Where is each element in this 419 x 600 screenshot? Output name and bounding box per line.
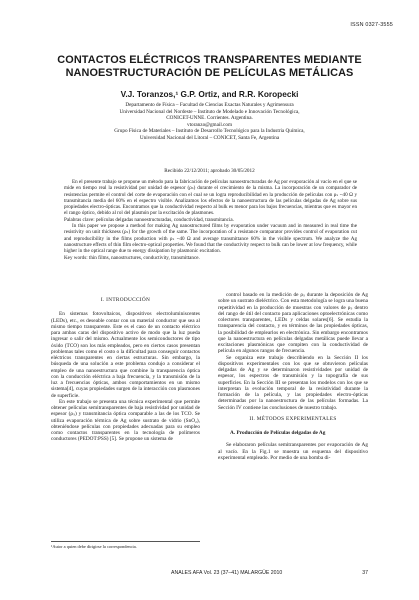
- authors: V.J. Toranzos,¹ G.P. Ortiz, and R.R. Koropecki: [120, 89, 299, 99]
- journal-citation: ANALES AFA Vol. 23 (37–41) MALARGÜE 2010: [171, 570, 283, 576]
- paragraph: control basado en la medición de ρₛ durante la deposición de Ag sobre un sustrato dieléctrico. Con esta metodología se logra una buena repetitividad en la producción de muestras con valores de ρₛ dentro del rango de útil del contacto para aplicaciones optoelectrónicas como colectores transparentes, LEDs y celdas solares[6]. Se estudia la transparencia del contacto, y en términos de las propiedades ópticas, la posibilidad de emplearlos en electrónica. Sin embargo encontramos que la nanoestructura en películas delgadas metálicas puede llevar a excitaciones plasmónicas que compiten con la conductividad de película en algunos rangos de frecuencia.: [218, 292, 368, 355]
- section-heading-methods: II. MÉTODOS EXPERIMENTALES: [249, 415, 337, 422]
- right-column: [218, 292, 368, 461]
- affiliation-line: Grupo Física de Materiales – Instituto de Desarrollo Tecnológico para la Industria Química,: [114, 128, 305, 134]
- affiliation-line: Universidad Nacional del Nordeste – Instituto de Modelado e Innovación Tecnológica,: [119, 108, 300, 115]
- paragraph: Se elaboraron películas semitransparentes por evaporación de Ag al vacío. En la Fig.1 se muestra un esquema del dispositivo experimental empleado. Por medio de una bomba di-: [218, 442, 368, 461]
- paragraph: En este trabajo se presenta una técnica experimental que permite obtener películas semitransparentes de baja resistividad por unidad de espesor (ρₛ) y transmitancia óptica comparable a las de los TCO. Se utiliza evaporación térmica de Ag sobre sustrato de vidrio (SnO₂), obteniéndose películas con propiedades adecuadas para su empleo como contactos transparentes en la tecnología de polímeros conductores (PEDOT:PSS) [5]. Se propone un sistema de: [51, 398, 200, 443]
- affiliation-line: Universidad Nacional del Litoral – CONICET, Santa Fe, Argentina: [139, 134, 280, 141]
- title-line: CONTACTOS ELÉCTRICOS TRANSPARENTES MEDIANTE: [57, 54, 362, 66]
- left-column: [51, 292, 200, 443]
- received-dates: Recibido 22/12/2011; aprobado 30/05/2012: [164, 168, 255, 174]
- abstract-english: In this paper we propose a method for making Ag nanostructured films by evaporation under vacuum and in measured in real time the resistivity on unit thickness (ρₛ) for the growth of the same. The incorporation of a resistance comparator provides control of evaporation cut and reproducibility in the films production with ρₛ ~40 Ω and average transmittance 60% in the visible spectrum. We analyze the Ag nanostructure effects of thin film electro-optical properties. We found that the conductivity respect to bulk can be lower at low frequency, while higher in the optical range due to energy dissipation by plasmonic excitation.: [64, 223, 357, 255]
- abstract: [64, 179, 357, 261]
- affiliation-line: Departamento de Física – Facultad de Ciencias Exactas Naturales y Agrimensura: [125, 102, 294, 108]
- subsection-heading: A. Producción de Películas delgadas de Ag: [230, 430, 326, 436]
- abstract-spanish: En el presente trabajo se propone un método para la fabricación de películas nanoestructuradas de Ag por evaporación al vacío en el que se mide en tiempo real la resistividad por unidad de espesor (ρₛ) durante el crecimiento de la misma. La incorporación de un comparador de resistencias permite el control del corte de evaporación con el cual se un logra reproducibilidad en la producción de películas con ρₛ ~40 Ω y transmitancia media del 60% en el espectro visible. Analizamos los efectos de la nanoestructura de las películas delgadas de Ag sobre sus propiedades electro-ópticas. Encontramos que la conductividad respecto al bulk es menor para los bajos frecuencias, mientras que es mayor en el rango óptico, debido al rol del plasmón por la excitación de plasmones.: [64, 179, 357, 217]
- page-number: 37: [362, 570, 368, 576]
- footnote: ¹Autor a quien debe dirigirse la correspondencia.: [51, 541, 200, 549]
- author-email: vtoranzo@gmail.com: [187, 121, 232, 128]
- affiliations: [50, 102, 369, 141]
- keywords-english: Key words: thin films, nanostructures, conductivity, transmittance.: [64, 254, 200, 261]
- issn-label: ISSN 0327-3555: [350, 22, 393, 28]
- keywords-spanish: Palabras clave: películas delgadas nanoestructuradas, conductividad, transmitancia.: [64, 216, 234, 223]
- section-heading-introduction: I. INTRODUCCIÓN: [100, 297, 151, 303]
- paper-title: [24, 54, 395, 80]
- title-line: NANOESTRUCTURACIÓN DE PELÍCULAS METÁLICAS: [65, 67, 354, 79]
- affiliation-line: CONICET-UNNE. Corrientes. Argentina.: [166, 115, 253, 121]
- paragraph: En sistemas fotovoltaicos, dispositivos electroluminiscentes (LEDs), etc., es deseable contar con un material conductor que sea al mismo tiempo transparente. Este es el caso de un contacto eléctrico para ambas caras del dispositivo activo de modo que la luz pueda ingresar o salir del mismo. Actualmente los semiconductores de tipo óxido (TCO) son los más empleados, pero en ciertos casos presentan problemas tales como el costo o la dificultad para conseguir contactos eléctricos transparentes en ciertas estructuras. Sin embargo, la búsqueda de una solución a este problema condujo a considerar el empleo de una nanoestructura que combine la transparencia óptica con la conducción eléctrica a baja frecuencia, y la transmisión de la luz a frecuencias ópticas, ambos comportamientos en un mismo sistema[4], cuyas propiedades surgen de la interacción con plasmones de superficie.: [51, 311, 200, 399]
- paragraph: Se organiza este trabajo describiendo en la Sección II los dispositivos experimentales con los que se obtuvieron películas delgadas de Ag y se determinaron resistividades por unidad de espesor, los espectros de transmisión y la topografía de sus superficies. En la Sección III se presentan los modelos con los que se interpretan la evolución temporal de la resistividad durante la formación de la película, y las propiedades electro-ópticas determinadas por la nanoestructura de las películas formadas. La Sección IV contiene las conclusiones de nuestro trabajo.: [218, 354, 368, 411]
